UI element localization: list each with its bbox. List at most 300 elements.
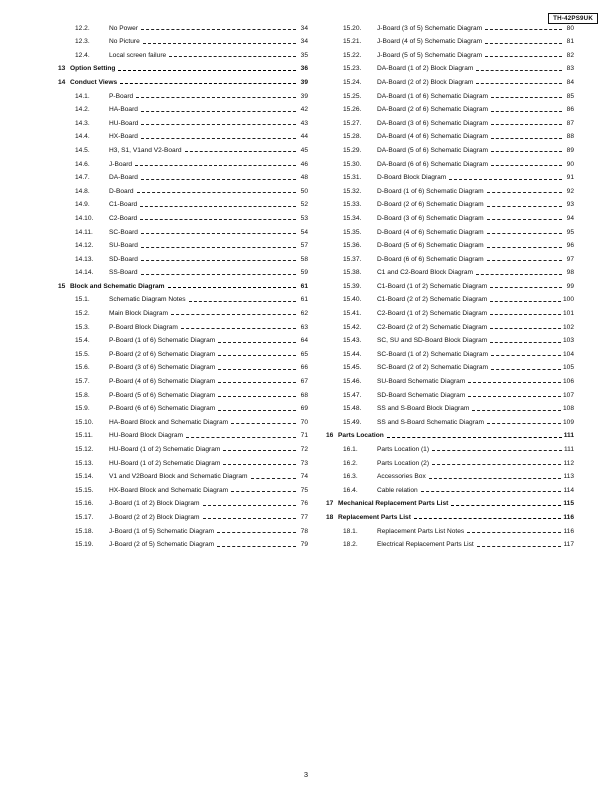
toc-entry-page: 111	[563, 446, 574, 453]
toc-entry-number: 15.40.	[343, 296, 362, 304]
toc-entry-page: 117	[563, 541, 574, 549]
toc-entry[interactable]	[326, 535, 574, 549]
toc-entry-page: 57	[300, 242, 308, 250]
toc-entry[interactable]	[326, 290, 574, 304]
toc-entry-page: 71	[300, 432, 308, 440]
toc-entry[interactable]	[326, 208, 574, 222]
toc-entry[interactable]	[326, 127, 574, 141]
toc-entry[interactable]	[326, 331, 574, 345]
toc-entry[interactable]	[326, 100, 574, 114]
toc-entry-page: 98	[566, 269, 574, 277]
toc-entry-number: 15.29.	[343, 146, 362, 154]
toc-section-heading[interactable]	[326, 507, 574, 521]
toc-entry-page: 59	[300, 269, 308, 277]
toc-entry[interactable]	[58, 249, 308, 263]
toc-entry[interactable]	[58, 127, 308, 141]
toc-entry-page: 70	[300, 418, 308, 426]
dot-leader	[171, 314, 296, 315]
toc-entry-title: P-Board (1 of 6) Schematic Diagram	[109, 337, 216, 345]
toc-entry-number: 15.49.	[343, 418, 362, 426]
toc-entry[interactable]	[58, 480, 308, 494]
toc-entry-number: 13	[58, 65, 66, 73]
toc-entry-page: 45	[300, 146, 308, 154]
toc-entry-number: 14.1.	[75, 92, 90, 100]
toc-entry[interactable]	[326, 263, 574, 277]
toc-entry-number: 15.28.	[343, 133, 362, 141]
toc-entry-number: 15.10.	[75, 418, 94, 426]
dot-leader	[387, 437, 562, 438]
toc-entry-title: P-Board (4 of 6) Schematic Diagram	[109, 378, 216, 386]
toc-entry-page: 36	[300, 65, 308, 73]
dot-leader	[218, 355, 296, 356]
toc-entry-page: 84	[566, 78, 574, 86]
toc-entry-number: 15.12.	[75, 446, 94, 453]
toc-entry-title: Schematic Diagram Notes	[109, 296, 186, 304]
toc-entry[interactable]	[58, 331, 308, 345]
toc-entry[interactable]	[326, 412, 574, 426]
page-number: 3	[303, 770, 309, 779]
toc-entry[interactable]	[326, 358, 574, 372]
dot-leader	[487, 233, 562, 234]
toc-entry-number: 14.2.	[75, 106, 90, 114]
toc-entry-title: J-Board	[109, 160, 133, 168]
toc-entry-number: 15.44.	[343, 350, 362, 358]
toc-entry-page: 103	[562, 337, 574, 345]
toc-entry-title: D-Board	[109, 187, 134, 195]
toc-entry-number: 18	[326, 513, 334, 521]
toc-entry-title: SU-Board	[109, 242, 138, 250]
toc-entry[interactable]	[58, 236, 308, 250]
toc-entry[interactable]	[326, 168, 574, 182]
toc-entry-page: 116	[563, 527, 574, 535]
dot-leader	[168, 287, 296, 288]
dot-leader	[141, 138, 296, 139]
toc-entry[interactable]	[326, 181, 574, 195]
toc-entry[interactable]	[58, 290, 308, 304]
toc-entry-title: J-Board (3 of 5) Schematic Diagram	[377, 24, 483, 32]
toc-entry[interactable]	[58, 494, 308, 508]
toc-entry[interactable]	[58, 358, 308, 372]
toc-entry[interactable]	[326, 32, 574, 46]
toc-entry[interactable]	[326, 317, 574, 331]
toc-entry-number: 15.34.	[343, 214, 362, 222]
toc-entry[interactable]	[58, 100, 308, 114]
toc-entry-number: 15.41.	[343, 310, 362, 318]
dot-leader	[491, 165, 562, 166]
toc-entry-title: Parts Location	[338, 432, 384, 440]
toc-entry-page: 76	[300, 500, 308, 508]
toc-entry-page: 79	[300, 541, 308, 549]
toc-entry-title: HX-Board	[109, 133, 138, 141]
toc-entry-page: 93	[566, 201, 574, 209]
toc-entry[interactable]	[58, 140, 308, 154]
toc-entry-page: 46	[300, 160, 308, 168]
toc-entry-page: 54	[300, 228, 308, 236]
toc-entry-number: 15.33.	[343, 201, 362, 209]
toc-entry[interactable]	[326, 453, 574, 467]
toc-entry-number: 15.37.	[343, 255, 362, 263]
toc-entry-title: DA-Board (3 of 6) Schematic Diagram	[377, 119, 489, 127]
toc-entry[interactable]	[326, 276, 574, 290]
toc-entry-title: J-Board (2 of 2) Block Diagram	[109, 513, 200, 521]
toc-entry-title: Option Setting	[70, 65, 116, 73]
toc-entry-title: C1 and C2-Board Block Diagram	[377, 269, 474, 277]
toc-entry-page: 78	[300, 527, 308, 535]
toc-section-heading[interactable]	[326, 426, 574, 440]
dot-leader	[140, 206, 296, 207]
toc-entry[interactable]	[326, 72, 574, 86]
toc-entry-number: 15.32.	[343, 187, 362, 195]
toc-entry-title: Local screen failure	[109, 51, 167, 59]
dot-leader	[223, 464, 296, 465]
toc-entry-page: 39	[300, 78, 308, 86]
toc-entry[interactable]	[326, 439, 574, 453]
toc-entry-number: 16.2.	[343, 459, 358, 467]
toc-entry-title: D-Board (1 of 6) Schematic Diagram	[377, 187, 484, 195]
toc-left-column	[58, 18, 308, 548]
toc-entry-title: C1-Board (1 of 2) Schematic Diagram	[377, 282, 488, 290]
toc-entry[interactable]	[58, 18, 308, 32]
toc-entry-number: 15.19.	[75, 541, 94, 549]
toc-entry-number: 14.9.	[75, 201, 90, 209]
toc-entry-title: J-Board (4 of 5) Schematic Diagram	[377, 38, 483, 46]
toc-entry[interactable]	[326, 480, 574, 494]
dot-leader	[490, 287, 562, 288]
toc-entry-page: 53	[300, 214, 308, 222]
toc-entry-page: 77	[300, 513, 308, 521]
dot-leader	[487, 423, 561, 424]
toc-entry-page: 111	[563, 432, 574, 440]
toc-entry-page: 85	[566, 92, 574, 100]
toc-entry[interactable]	[58, 399, 308, 413]
toc-entry-title: DA-Board (2 of 2) Block Diagram	[377, 78, 474, 86]
dot-leader	[169, 56, 296, 57]
toc-entry-number: 15.30.	[343, 160, 362, 168]
toc-entry-title: P-Board (2 of 6) Schematic Diagram	[109, 350, 216, 358]
toc-entry-number: 15.5.	[75, 350, 90, 358]
toc-entry-title: Parts Location (1)	[377, 446, 430, 453]
toc-entry[interactable]	[58, 181, 308, 195]
toc-entry[interactable]	[326, 140, 574, 154]
toc-entry-number: 17	[326, 500, 334, 508]
toc-entry[interactable]	[58, 154, 308, 168]
dot-leader	[432, 464, 561, 465]
toc-section-heading[interactable]	[58, 276, 308, 290]
toc-entry[interactable]	[58, 263, 308, 277]
toc-entry[interactable]	[326, 45, 574, 59]
toc-entry-title: DA-Board (1 of 6) Schematic Diagram	[377, 92, 489, 100]
toc-entry-page: 67	[300, 378, 308, 386]
toc-entry[interactable]	[326, 195, 574, 209]
toc-entry-title: D-Board (3 of 6) Schematic Diagram	[377, 214, 484, 222]
toc-entry[interactable]	[326, 113, 574, 127]
toc-entry[interactable]	[326, 222, 574, 236]
toc-entry-page: 68	[300, 391, 308, 399]
toc-entry-number: 15.16.	[75, 500, 94, 508]
toc-entry-number: 15.36.	[343, 242, 362, 250]
toc-entry-number: 15.2.	[75, 310, 90, 318]
toc-entry[interactable]	[58, 426, 308, 440]
dot-leader	[141, 233, 296, 234]
toc-entry-title: Accessories Box	[377, 473, 426, 481]
toc-entry-title: No Power	[109, 24, 138, 32]
toc-entry-title: J-Board (1 of 5) Schematic Diagram	[109, 527, 215, 535]
toc-entry-page: 89	[566, 146, 574, 154]
dot-leader	[141, 274, 296, 275]
toc-entry-title: SC-Board (1 of 2) Schematic Diagram	[377, 350, 489, 358]
toc-entry-page: 81	[566, 38, 574, 46]
dot-leader	[185, 151, 296, 152]
toc-entry-number: 14.5.	[75, 146, 90, 154]
toc-entry-title: SC-Board	[109, 228, 138, 236]
dot-leader	[218, 369, 296, 370]
toc-entry-number: 15.21.	[343, 38, 362, 46]
dot-leader	[141, 124, 296, 125]
dot-leader	[491, 111, 562, 112]
toc-entry-number: 15.20.	[343, 24, 362, 32]
dot-leader	[217, 546, 296, 547]
toc-entry-title: HX-Board Block and Schematic Diagram	[109, 486, 229, 494]
toc-entry-number: 14.3.	[75, 119, 90, 127]
toc-entry-number: 15.27.	[343, 119, 362, 127]
dot-leader	[136, 97, 296, 98]
dot-leader	[432, 450, 562, 451]
toc-entry-page: 65	[300, 350, 308, 358]
dot-leader	[217, 532, 296, 533]
toc-entry-number: 14.13.	[75, 255, 94, 263]
toc-entry-page: 107	[562, 391, 574, 399]
dot-leader	[476, 83, 562, 84]
toc-entry-number: 15.23.	[343, 65, 362, 73]
toc-entry-page: 116	[563, 513, 574, 521]
toc-entry-title: P-Board Block Diagram	[109, 323, 178, 331]
dot-leader	[487, 192, 562, 193]
model-number-label: TH-42PS9UK	[548, 13, 598, 24]
toc-entry-page: 72	[300, 446, 308, 453]
toc-entry-page: 43	[300, 119, 308, 127]
toc-entry-title: P-Board (3 of 6) Schematic Diagram	[109, 364, 216, 372]
dot-leader	[429, 478, 562, 479]
dot-leader	[490, 342, 561, 343]
toc-entry-page: 52	[300, 201, 308, 209]
toc-entry-title: DA-Board (5 of 6) Schematic Diagram	[377, 146, 489, 154]
dot-leader	[491, 124, 562, 125]
toc-entry[interactable]	[326, 385, 574, 399]
toc-entry-page: 44	[300, 133, 308, 141]
dot-leader	[467, 532, 561, 533]
dot-leader	[491, 151, 562, 152]
toc-entry[interactable]	[58, 222, 308, 236]
toc-entry-page: 87	[566, 119, 574, 127]
toc-entry-title: Mechanical Replacement Parts List	[338, 500, 449, 508]
toc-entry-page: 69	[300, 405, 308, 413]
toc-entry-number: 15.24.	[343, 78, 362, 86]
dot-leader	[218, 382, 296, 383]
toc-entry-page: 104	[562, 350, 574, 358]
toc-entry[interactable]	[58, 86, 308, 100]
toc-entry-number: 15.13.	[75, 459, 94, 467]
toc-entry-number: 15.6.	[75, 364, 90, 372]
toc-entry[interactable]	[326, 344, 574, 358]
toc-entry-title: Parts Location (2)	[377, 459, 430, 467]
toc-entry-number: 14.14.	[75, 269, 94, 277]
toc-entry[interactable]	[58, 453, 308, 467]
toc-entry-title: SD-Board Schematic Diagram	[377, 391, 466, 399]
toc-entry-title: DA-Board (1 of 2) Block Diagram	[377, 65, 474, 73]
toc-entry[interactable]	[58, 317, 308, 331]
toc-entry-number: 15.18.	[75, 527, 94, 535]
toc-entry[interactable]	[58, 195, 308, 209]
dot-leader	[491, 355, 561, 356]
toc-entry-page: 75	[300, 486, 308, 494]
toc-entry-title: C2-Board (1 of 2) Schematic Diagram	[377, 310, 488, 318]
toc-entry-page: 99	[566, 282, 574, 290]
toc-section-heading[interactable]	[58, 72, 308, 86]
toc-entry-title: DA-Board (6 of 6) Schematic Diagram	[377, 160, 489, 168]
toc-entry-number: 16.3.	[343, 473, 358, 481]
toc-entry-page: 92	[566, 187, 574, 195]
toc-entry[interactable]	[326, 86, 574, 100]
toc-entry-number: 14.11.	[75, 228, 93, 236]
toc-entry-page: 42	[300, 106, 308, 114]
toc-entry-title: H3, S1, V1and V2-Board	[109, 146, 182, 154]
toc-entry-number: 15.1.	[75, 296, 90, 304]
toc-entry[interactable]	[58, 507, 308, 521]
toc-entry-number: 14.6.	[75, 160, 90, 168]
toc-section-heading[interactable]	[326, 494, 574, 508]
toc-right-column	[326, 18, 574, 548]
toc-entry-page: 50	[300, 187, 308, 195]
toc-entry-title: SC-Board (2 of 2) Schematic Diagram	[377, 364, 489, 372]
toc-entry-number: 14.4.	[75, 133, 90, 141]
toc-entry-page: 112	[563, 459, 574, 467]
dot-leader	[181, 328, 296, 329]
dot-leader	[487, 206, 562, 207]
dot-leader	[490, 328, 561, 329]
dot-leader	[189, 301, 296, 302]
dot-leader	[218, 410, 296, 411]
toc-entry-page: 97	[566, 255, 574, 263]
toc-entry-number: 15.4.	[75, 337, 90, 345]
dot-leader	[472, 410, 561, 411]
toc-entry-number: 15.17.	[75, 513, 94, 521]
dot-leader	[186, 437, 296, 438]
toc-entry-title: DA-Board (4 of 6) Schematic Diagram	[377, 133, 489, 141]
toc-entry-title: P-Board (5 of 6) Schematic Diagram	[109, 391, 216, 399]
toc-entry[interactable]	[58, 303, 308, 317]
dot-leader	[451, 505, 561, 506]
toc-entry-title: DA-Board	[109, 174, 138, 182]
dot-leader	[251, 478, 296, 479]
toc-entry-number: 12.4.	[75, 51, 90, 59]
toc-entry-number: 18.1.	[343, 527, 358, 535]
dot-leader	[485, 43, 562, 44]
toc-entry-number: 14	[58, 78, 66, 86]
toc-entry[interactable]	[58, 467, 308, 481]
toc-entry[interactable]	[326, 467, 574, 481]
dot-leader	[118, 70, 296, 71]
toc-entry-title: J-Board (2 of 5) Schematic Diagram	[109, 541, 215, 549]
toc-entry[interactable]	[58, 385, 308, 399]
toc-entry[interactable]	[326, 371, 574, 385]
toc-entry[interactable]	[58, 371, 308, 385]
toc-entry[interactable]	[58, 113, 308, 127]
dot-leader	[203, 505, 296, 506]
toc-entry-title: C1-Board	[109, 201, 138, 209]
dot-leader	[223, 450, 296, 451]
toc-entry-number: 16.1.	[343, 446, 358, 453]
toc-entry-page: 73	[300, 459, 308, 467]
toc-entry-number: 12.3.	[75, 38, 90, 46]
toc-entry-title: Replacement Parts List	[338, 513, 411, 521]
toc-entry[interactable]	[58, 439, 308, 453]
toc-entry[interactable]	[326, 249, 574, 263]
toc-entry[interactable]	[326, 18, 574, 32]
dot-leader	[135, 165, 296, 166]
toc-entry-number: 14.7.	[75, 174, 90, 182]
toc-entry-title: Replacement Parts List Notes	[377, 527, 465, 535]
dot-leader	[140, 219, 296, 220]
toc-entry-title: Cable relation	[377, 486, 418, 494]
toc-entry-page: 109	[562, 418, 574, 426]
toc-entry-page: 86	[566, 106, 574, 114]
toc-entry[interactable]	[58, 521, 308, 535]
toc-entry[interactable]	[58, 535, 308, 549]
toc-entry-number: 15.46.	[343, 378, 362, 386]
toc-entry-page: 35	[300, 51, 308, 59]
toc-entry[interactable]	[326, 236, 574, 250]
dot-leader	[218, 342, 296, 343]
dot-leader	[487, 219, 562, 220]
toc-entry-title: D-Board (2 of 6) Schematic Diagram	[377, 201, 484, 209]
toc-entry[interactable]	[326, 303, 574, 317]
toc-entry-page: 58	[300, 255, 308, 263]
toc-entry-number: 15.43.	[343, 337, 362, 345]
toc-entry-title: P-Board (6 of 6) Schematic Diagram	[109, 405, 216, 413]
toc-entry[interactable]	[58, 344, 308, 358]
toc-section-heading[interactable]	[58, 59, 308, 73]
dot-leader	[487, 247, 562, 248]
toc-entry[interactable]	[58, 168, 308, 182]
toc-entry-title: SU-Board Schematic Diagram	[377, 378, 466, 386]
dot-leader	[476, 274, 562, 275]
toc-entry-number: 15.42.	[343, 323, 362, 331]
toc-entry-number: 14.8.	[75, 187, 90, 195]
toc-entry-title: DA-Board (2 of 6) Schematic Diagram	[377, 106, 489, 114]
toc-entry-title: HA-Board Block and Schematic Diagram	[109, 418, 229, 426]
toc-entry-number: 14.12.	[75, 242, 94, 250]
toc-entry-page: 96	[566, 242, 574, 250]
toc-entry-number: 15.11.	[75, 432, 93, 440]
toc-entry-number: 12.2.	[75, 24, 90, 32]
toc-entry-number: 15.38.	[343, 269, 362, 277]
toc-entry-title: SS and S-Board Block Diagram	[377, 405, 470, 413]
toc-entry[interactable]	[58, 412, 308, 426]
toc-entry-title: HU-Board	[109, 119, 139, 127]
toc-entry-page: 61	[300, 296, 308, 304]
toc-entry[interactable]	[326, 59, 574, 73]
toc-entry[interactable]	[326, 521, 574, 535]
toc-entry[interactable]	[58, 208, 308, 222]
toc-entry[interactable]	[58, 45, 308, 59]
dot-leader	[421, 491, 562, 492]
toc-entry-title: D-Board (5 of 6) Schematic Diagram	[377, 242, 484, 250]
dot-leader	[487, 260, 562, 261]
toc-entry[interactable]	[326, 154, 574, 168]
toc-entry[interactable]	[326, 399, 574, 413]
toc-entry-title: J-Board (5 of 5) Schematic Diagram	[377, 51, 483, 59]
toc-entry[interactable]	[58, 32, 308, 46]
